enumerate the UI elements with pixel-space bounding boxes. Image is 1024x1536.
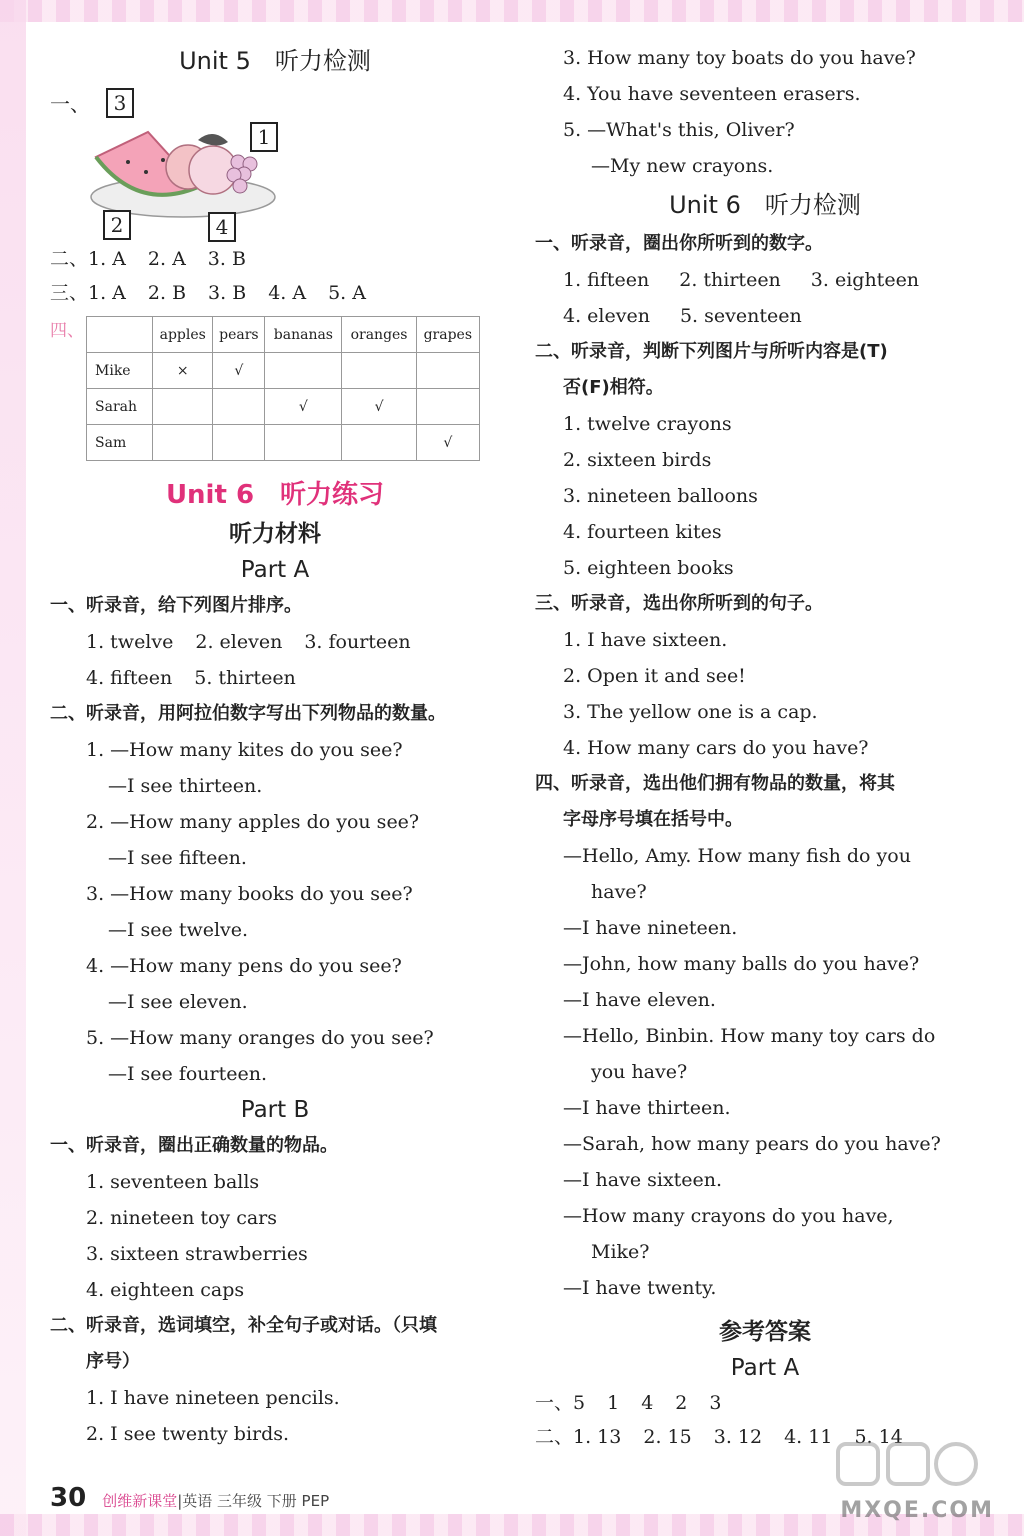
- table-row: [87, 425, 480, 461]
- list-item: 4. How many cars do you have?: [563, 737, 869, 759]
- dialogue-line: have?: [591, 881, 647, 903]
- question-number: 一、: [50, 92, 90, 116]
- fruit-table-question: [50, 316, 500, 466]
- answer-row-1: [535, 1386, 995, 1420]
- answer-item: 5. A: [328, 282, 366, 304]
- question-title-cont: 否(F)相符。: [563, 377, 664, 398]
- question-title-cont: 字母序号填在括号中。: [563, 809, 743, 830]
- question-title: 一、听录音，圈出你所听到的数字。: [535, 233, 823, 254]
- list-item: 4. eighteen caps: [86, 1279, 245, 1301]
- answer-item: 1: [607, 1392, 620, 1414]
- table-cell: [342, 425, 416, 461]
- list-item: 2. nineteen toy cars: [86, 1207, 278, 1229]
- dialogue-line: —I have twenty.: [563, 1277, 717, 1299]
- list-item: [50, 660, 500, 696]
- list-item: 3. sixteen strawberries: [86, 1243, 308, 1265]
- table-header: pears: [213, 317, 265, 353]
- table-cell: √: [342, 389, 416, 425]
- answer-item: 2. 15: [643, 1426, 692, 1448]
- list-item: 3. nineteen balloons: [563, 485, 758, 507]
- answer-item: 1. 13: [573, 1426, 622, 1448]
- part-b-heading: Part B: [240, 1097, 310, 1123]
- dialogue-line: —I have nineteen.: [563, 917, 738, 939]
- dialogue-line: —I see eleven.: [108, 991, 248, 1013]
- question-title-cont: 序号）: [86, 1351, 140, 1372]
- part-a-heading: Part A: [240, 557, 310, 583]
- answer-item: 3. 12: [713, 1426, 763, 1448]
- dialogue-line: 4. —How many pens do you see?: [86, 955, 402, 977]
- dialogue-line: —I have thirteen.: [563, 1097, 731, 1119]
- answer-item: 4: [641, 1392, 654, 1414]
- answers-part-a-heading: Part A: [730, 1355, 800, 1381]
- question-title: 一、听录音，圈出正确数量的物品。: [50, 1135, 338, 1156]
- dialogue-line: 5. —What's this, Oliver?: [563, 119, 795, 141]
- list-item: 1. I have sixteen.: [563, 629, 728, 651]
- table-row: [87, 389, 480, 425]
- dialogue-line: —I have eleven.: [563, 989, 716, 1011]
- table-header: grapes: [416, 317, 479, 353]
- list-item: 2. Open it and see!: [563, 665, 746, 687]
- page-border-left: [0, 0, 26, 1536]
- list-entry: 4. fifteen: [86, 667, 173, 689]
- list-entry: 5. seventeen: [679, 305, 802, 327]
- book-details: |英语 三年级 下册 PEP: [177, 1492, 330, 1510]
- answer-item: 2: [675, 1392, 688, 1414]
- table-cell: [153, 425, 213, 461]
- list-item: 2. I see twenty birds.: [86, 1423, 290, 1445]
- table-header: apples: [153, 317, 213, 353]
- list-item: 5. eighteen books: [563, 557, 734, 579]
- page-footer: [50, 1478, 329, 1518]
- answer-item: 2. B: [147, 282, 187, 304]
- list-item: 1. I have nineteen pencils.: [86, 1387, 340, 1409]
- question-title: 二、听录音，选词填空，补全句子或对话。（只填: [50, 1315, 437, 1336]
- dialogue-line: you have?: [591, 1061, 688, 1083]
- dialogue-line: —I see thirteen.: [108, 775, 263, 797]
- dialogue-line: —How many crayons do you have,: [563, 1205, 894, 1227]
- brand-name: 创维新课堂: [102, 1492, 178, 1510]
- dialogue-line: 3. —How many books do you see?: [86, 883, 413, 905]
- answer-item: 3. B: [208, 282, 247, 304]
- page-border-top: [0, 0, 1024, 22]
- question-title: 一、听录音，给下列图片排序。: [50, 595, 302, 616]
- table-cell: ×: [153, 353, 213, 389]
- dialogue-line: —I have sixteen.: [563, 1169, 723, 1191]
- left-column: [50, 40, 500, 1452]
- answer-box-top-left: 3: [106, 88, 134, 118]
- table-cell: √: [416, 425, 479, 461]
- table-cell: [416, 353, 479, 389]
- answer-label: 二、: [50, 248, 89, 270]
- dialogue-line: 4. You have seventeen erasers.: [563, 83, 861, 105]
- row-name: Sarah: [87, 389, 153, 425]
- answer-item: 2. A: [147, 248, 186, 270]
- answers-heading: 参考答案: [719, 1319, 811, 1345]
- answer-item: 5: [573, 1392, 586, 1414]
- table-row: [87, 353, 480, 389]
- answer-item: 4. A: [268, 282, 307, 304]
- question-number: 四、: [50, 321, 84, 341]
- list-item: 1. twelve crayons: [563, 413, 732, 435]
- answer-item: 3: [709, 1392, 722, 1414]
- list-entry: 1. fifteen: [563, 269, 650, 291]
- list-item: [535, 298, 995, 334]
- row-name: Mike: [87, 353, 153, 389]
- table-cell: [265, 425, 342, 461]
- list-item: 4. fourteen kites: [563, 521, 722, 543]
- unit6-practice-heading: Unit 6 听力练习: [165, 480, 385, 510]
- answer-item: 5. 14: [854, 1426, 903, 1448]
- question-title: 三、听录音，选出你所听到的句子。: [535, 593, 823, 614]
- unit5-heading: Unit 5 听力检测: [179, 47, 371, 75]
- list-entry: 5. thirteen: [194, 667, 296, 689]
- unit6-test-heading: Unit 6 听力检测: [669, 191, 861, 219]
- list-entry: 3. eighteen: [810, 269, 920, 291]
- dialogue-line: 2. —How many apples do you see?: [86, 811, 420, 833]
- list-item: 3. The yellow one is a cap.: [563, 701, 818, 723]
- answer-item: 1. A: [88, 248, 126, 270]
- listening-material-heading: 听力材料: [229, 521, 321, 547]
- answer-box-bottom-left: 2: [103, 210, 131, 240]
- table-cell: [213, 425, 265, 461]
- dialogue-line: —My new crayons.: [591, 155, 774, 177]
- table-header-row: [87, 317, 480, 353]
- list-entry: 3. fourteen: [304, 631, 411, 653]
- watermark-text: MXQE.COM: [840, 1498, 994, 1523]
- dialogue-line: —I see twelve.: [108, 919, 249, 941]
- table-header: bananas: [265, 317, 342, 353]
- fruit-plate-question: [50, 82, 500, 242]
- page-body: [50, 40, 1000, 1480]
- dialogue-line: Mike?: [591, 1241, 650, 1263]
- answer-item: 4. 11: [784, 1426, 833, 1448]
- answer-label: 一、: [535, 1392, 574, 1414]
- table-cell: [342, 353, 416, 389]
- answer-box-top-right: 1: [250, 122, 278, 152]
- list-item: 1. seventeen balls: [86, 1171, 260, 1193]
- answer-row-san: [50, 276, 500, 310]
- dialogue-line: —I see fifteen.: [108, 847, 247, 869]
- answer-label: 二、: [535, 1426, 574, 1448]
- answer-item: 1. A: [88, 282, 126, 304]
- dialogue-line: —Hello, Binbin. How many toy cars do: [563, 1025, 936, 1047]
- answer-box-bottom-right: 4: [208, 212, 236, 242]
- dialogue-line: 5. —How many oranges do you see?: [86, 1027, 434, 1049]
- table-cell: [416, 389, 479, 425]
- answer-label: 三、: [50, 282, 89, 304]
- list-item: [535, 262, 995, 298]
- list-entry: 1. twelve: [86, 631, 174, 653]
- table-cell: [153, 389, 213, 425]
- row-name: Sam: [87, 425, 153, 461]
- question-title: 二、听录音，用阿拉伯数字写出下列物品的数量。: [50, 703, 446, 724]
- table-cell: [213, 389, 265, 425]
- list-entry: 4. eleven: [563, 305, 650, 327]
- dialogue-line: —I see fourteen.: [108, 1063, 268, 1085]
- dialogue-line: 3. How many toy boats do you have?: [563, 47, 916, 69]
- table-header: oranges: [342, 317, 416, 353]
- answer-row-er: [50, 242, 500, 276]
- table-cell: √: [265, 389, 342, 425]
- answer-item: 3. B: [207, 248, 246, 270]
- table-cell: √: [213, 353, 265, 389]
- dialogue-line: —John, how many balls do you have?: [563, 953, 920, 975]
- table-cell: [265, 353, 342, 389]
- list-entry: 2. eleven: [195, 631, 283, 653]
- dialogue-line: —Hello, Amy. How many fish do you: [563, 845, 911, 867]
- list-entry: 2. thirteen: [679, 269, 781, 291]
- table-corner: [87, 317, 153, 353]
- dialogue-line: 1. —How many kites do you see?: [86, 739, 403, 761]
- fruit-table: [86, 316, 480, 461]
- book-info: [102, 1492, 329, 1510]
- list-item: [50, 624, 500, 660]
- dialogue-line: —Sarah, how many pears do you have?: [563, 1133, 941, 1155]
- right-column: [535, 40, 995, 1454]
- question-title: 四、听录音，选出他们拥有物品的数量，将其: [535, 773, 895, 794]
- question-title: 二、听录音，判断下列图片与所听内容是(T): [535, 341, 888, 362]
- list-item: 2. sixteen birds: [563, 449, 712, 471]
- page-number: 30: [50, 1483, 87, 1513]
